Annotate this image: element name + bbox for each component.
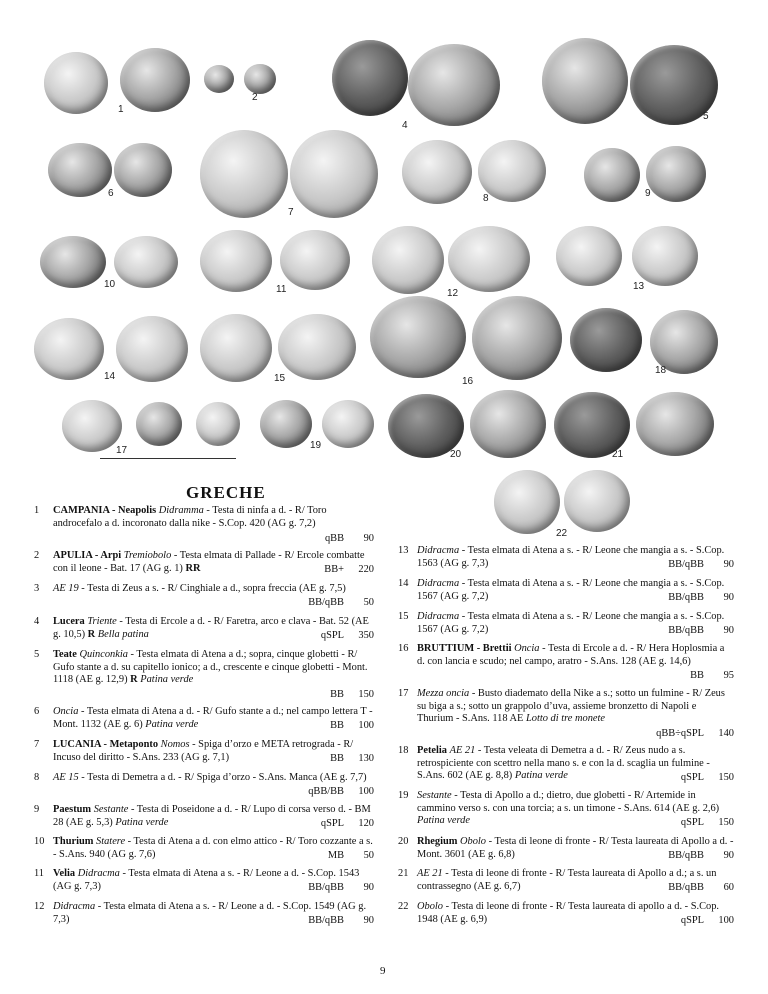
- lot-number: 21: [398, 868, 409, 879]
- lot-grade-price: [308, 786, 374, 799]
- lot-entry: [34, 804, 374, 830]
- lot-description: LUCANIA - Metaponto Nomos - Spiga d’orzo e META retrograda - R/ Incuso del diritto - S.Ans. 233 (AG g. 7,1): [53, 739, 354, 763]
- lot-grade: BB: [330, 753, 344, 764]
- lot-price: 100: [358, 720, 374, 731]
- lot-number: 4: [34, 616, 40, 627]
- lot-grade: qBB: [324, 533, 344, 544]
- lot-grade: qBB÷qSPL: [656, 728, 704, 739]
- coin-label: 6: [108, 188, 114, 199]
- lot-grade-price: [656, 728, 734, 741]
- coin-label: 17: [116, 445, 128, 456]
- coin-17-item-b: [136, 402, 182, 446]
- lot-entry: [34, 836, 374, 862]
- lot-grade-price: [308, 915, 374, 928]
- lot-number: 6: [34, 706, 40, 717]
- coin-label: 21: [612, 449, 624, 460]
- lot-description: Didracma - Testa elmata di Atena a s. - R/ Leone a d. - S.Cop. 1549 (AG g. 7,3): [53, 901, 367, 925]
- lot-number: 15: [398, 611, 409, 622]
- lot-grade-price: [681, 817, 734, 830]
- lot-entry: [398, 790, 734, 830]
- lot-price: 90: [723, 559, 734, 570]
- coin-17-item-a: [62, 400, 122, 452]
- lot-number: 7: [34, 739, 40, 750]
- lot-description: Paestum Sestante - Testa di Poseidone a d. - R/ Lupo di corsa verso d. - BM 28 (AE g. 5,3) Patina verde: [53, 804, 371, 828]
- coin-17-item-c: [196, 402, 240, 446]
- lot-description: Velia Didracma - Testa elmata di Atena a s. - R/ Leone a d. - S.Cop. 1543 (AG g. 7,3): [53, 868, 360, 892]
- coin-22-obverse: [494, 470, 560, 534]
- lot-price: 90: [723, 592, 734, 603]
- coin-label: 18: [655, 365, 667, 376]
- coin-13-obverse: [556, 226, 622, 286]
- lot-description: CAMPANIA - Neapolis Didramma - Testa di ninfa a d. - R/ Toro androcefalo a d. incoronato dalla nike - S.Cop. 420 (AG g. 7,2): [53, 505, 327, 529]
- coin-6-obverse: [48, 143, 112, 197]
- lot-grade-price: [668, 882, 734, 895]
- lot-entry: [398, 578, 734, 604]
- coin-11-reverse: [280, 230, 350, 290]
- lot-grade: BB/qBB: [668, 559, 704, 570]
- lot-description: APULIA - Arpi Tremiobolo - Testa elmata di Pallade - R/ Ercole combatte con il leone - Bat. 17 (AG g. 1) RR: [53, 550, 365, 574]
- lot-entry: [398, 836, 734, 862]
- lot-grade: BB: [690, 670, 704, 681]
- lot-grade: qSPL: [680, 817, 704, 828]
- lot-description: Sestante - Testa di Apollo a d.; dietro, due globetti - R/ Artemide in cammino verso s. con una torcia; a s. un timone - S.Ans. 614 (AE g. 2,6) Patina verde: [417, 790, 720, 827]
- lot-price: 100: [358, 786, 374, 797]
- lot-grade-price: [330, 753, 374, 766]
- coin-15-reverse: [278, 314, 356, 380]
- lot-price: 60: [723, 882, 734, 893]
- lot-grade-price: [308, 882, 374, 895]
- coin-7-reverse: [290, 130, 378, 218]
- lot-entry: [34, 739, 374, 765]
- coin-1-obverse: [44, 52, 108, 114]
- coin-11-obverse: [200, 230, 272, 292]
- lot-grade: qSPL: [680, 915, 704, 926]
- coin-5-obverse: [542, 38, 628, 124]
- lot-grade-price: [308, 597, 374, 610]
- lot-number: 1: [34, 505, 40, 516]
- lot-17-underline: [100, 458, 236, 459]
- lot-number: 12: [34, 901, 45, 912]
- lot-grade: BB/qBB: [668, 625, 704, 636]
- lot-description: Didracma - Testa elmata di Atena a s. - R/ Leone che mangia a s. - S.Cop. 1567 (AG g. 7,2): [417, 611, 725, 635]
- lot-grade: qSPL: [320, 818, 344, 829]
- lot-description: Didracma - Testa elmata di Atena a s. - R/ Leone che mangia a s. - S.Cop. 1563 (AG g. 7,3): [417, 545, 725, 569]
- lot-entry: [34, 868, 374, 894]
- lot-grade: BB/qBB: [668, 592, 704, 603]
- lot-number: 8: [34, 772, 40, 783]
- lot-entry: [34, 583, 374, 609]
- lot-description: AE 15 - Testa di Demetra a d. - R/ Spiga d’orzo - S.Ans. Manca (AE g. 7,7): [53, 772, 367, 783]
- lot-price: 150: [718, 772, 734, 783]
- lot-grade-price: [681, 915, 734, 928]
- lot-number: 13: [398, 545, 409, 556]
- coin-7-obverse: [200, 130, 288, 218]
- lot-grade-price: [668, 625, 734, 638]
- coin-14-obverse: [34, 318, 104, 380]
- lot-grade-price: [330, 720, 374, 733]
- lot-entry: [34, 616, 374, 642]
- lot-grade-price: [328, 850, 374, 863]
- lot-price: 90: [363, 882, 374, 893]
- lot-grade: qSPL: [320, 630, 344, 641]
- lot-grade-price: [321, 818, 374, 831]
- lot-entry: [34, 550, 374, 576]
- lot-entry: [398, 901, 734, 927]
- lot-description: Thurium Statere - Testa di Atena a d. con elmo attico - R/ Toro cozzante a s. - S.Ans. 940 (AG g. 7,6): [53, 836, 373, 860]
- coin-18-obverse: [570, 308, 642, 372]
- coin-14-reverse: [116, 316, 188, 382]
- lot-price: 220: [358, 564, 374, 575]
- lot-grade-price: [690, 670, 734, 683]
- coin-label: 14: [104, 371, 116, 382]
- coin-label: 2: [252, 92, 258, 103]
- coin-label: 16: [462, 376, 474, 387]
- coin-label: 15: [274, 373, 286, 384]
- coin-8-obverse: [402, 140, 472, 204]
- lot-grade-price: [325, 533, 374, 546]
- coin-label: 19: [310, 440, 322, 451]
- coin-13-reverse: [632, 226, 698, 286]
- coin-2-obverse: [204, 65, 234, 93]
- coin-10-obverse: [40, 236, 106, 288]
- lot-entry: [34, 649, 374, 701]
- lot-price: 150: [718, 817, 734, 828]
- coin-6-reverse: [114, 143, 172, 197]
- coin-label: 8: [483, 193, 489, 204]
- coin-4-obverse: [332, 40, 408, 116]
- coin-19-obverse: [260, 400, 312, 448]
- lot-number: 10: [34, 836, 45, 847]
- lot-grade: BB/qBB: [668, 850, 704, 861]
- coin-label: 7: [288, 207, 294, 218]
- coin-20-reverse: [470, 390, 546, 458]
- lot-number: 17: [398, 688, 409, 699]
- coin-label: 4: [402, 120, 408, 131]
- coin-label: 22: [556, 528, 568, 539]
- lot-price: 50: [363, 597, 374, 608]
- lot-grade: MB: [327, 850, 344, 861]
- lot-number: 3: [34, 583, 40, 594]
- lot-price: 95: [723, 670, 734, 681]
- lot-price: 90: [723, 850, 734, 861]
- coin-label: 20: [450, 449, 462, 460]
- lot-grade-price: [668, 850, 734, 863]
- coin-label: 1: [118, 104, 124, 115]
- coin-10-reverse: [114, 236, 178, 288]
- page-number: 9: [380, 965, 386, 977]
- lot-grade: BB: [330, 689, 344, 700]
- lot-price: 100: [718, 915, 734, 926]
- lot-entry: [398, 745, 734, 785]
- lot-entry: [34, 901, 374, 927]
- lot-number: 19: [398, 790, 409, 801]
- lot-price: 140: [718, 728, 734, 739]
- coin-9-reverse: [646, 146, 706, 202]
- lot-grade: BB/qBB: [308, 597, 344, 608]
- coin-9-obverse: [584, 148, 640, 202]
- section-title: GRECHE: [186, 483, 266, 502]
- coin-15-obverse: [200, 314, 272, 382]
- coin-label: 5: [703, 111, 709, 122]
- lot-price: 90: [363, 533, 374, 544]
- lot-price: 120: [358, 818, 374, 829]
- lot-grade-price: [321, 630, 374, 643]
- coin-12-reverse: [448, 226, 530, 292]
- coin-4-reverse: [408, 44, 500, 126]
- lot-grade-price: [668, 592, 734, 605]
- lot-description: Mezza oncia - Busto diademato della Nike a s.; sotto un fulmine - R/ Zeus su biga a s.; sotto un grappolo d’uva, assieme bronzetto di Napoli e Thurium - S.Ans. 118 AE Lotto di tre monete: [417, 688, 725, 725]
- lot-description: BRUTTIUM - Brettii Oncia - Testa di Ercole a d. - R/ Hera Hoplosmia a d. con lancia e scudo; nel campo, aratro - S.Ans. 128 (AE g. 14,6): [417, 643, 725, 667]
- lot-number: 2: [34, 550, 40, 561]
- lot-grade: BB/qBB: [668, 882, 704, 893]
- coin-label: 10: [104, 279, 116, 290]
- lot-description: Teate Quinconkia - Testa elmata di Atena a d.; sopra, cinque globetti - R/ Gufo stante a d. su capitello ionico; a d., crescente e cinque globetti - Mont. 1118 (AE g. 12,9) R Patina verde: [53, 649, 368, 686]
- lot-grade: qBB/BB: [308, 786, 344, 797]
- coin-21-reverse: [636, 392, 714, 456]
- lot-description: Obolo - Testa di leone di fronte - R/ Testa laureata di apollo a d. - S.Cop. 1948 (AE g. 6,9): [417, 901, 720, 925]
- lot-entry: [398, 545, 734, 571]
- lot-grade-price: [330, 689, 374, 702]
- lot-entry: [34, 706, 374, 732]
- lot-entry: [398, 643, 734, 683]
- lot-number: 18: [398, 745, 409, 756]
- lot-grade-price: [324, 564, 374, 577]
- lot-number: 14: [398, 578, 409, 589]
- lot-price: 90: [363, 915, 374, 926]
- lot-number: 5: [34, 649, 40, 660]
- lot-grade-price: [668, 559, 734, 572]
- lot-grade-price: [681, 772, 734, 785]
- lot-price: 90: [723, 625, 734, 636]
- lot-number: 22: [398, 901, 409, 912]
- coin-12-obverse: [372, 226, 444, 294]
- coin-16-obverse: [370, 296, 466, 378]
- lot-description: Petelia AE 21 - Testa veleata di Demetra a d. - R/ Zeus nudo a s. retrospiciente con scettro nella mano s. e con la d. scaglia un fulmine - S.Ans. 602 (AE g. 8,8) Patina verde: [417, 745, 710, 782]
- coin-22-reverse: [564, 470, 630, 532]
- lot-grade: BB+: [324, 564, 344, 575]
- lot-description: AE 21 - Testa di leone di fronte - R/ Testa laureata di Apollo a d.; a s. un contrassegno (AE g. 6,7): [417, 868, 717, 892]
- lot-entry: [398, 611, 734, 637]
- lot-grade: BB: [330, 720, 344, 731]
- lot-price: 350: [358, 630, 374, 641]
- lot-entry: [398, 688, 734, 740]
- coin-1-reverse: [120, 48, 190, 112]
- lot-description: AE 19 - Testa di Zeus a s. - R/ Cinghiale a d., sopra freccia (AE g. 7,5): [53, 583, 346, 594]
- lot-grade: BB/qBB: [308, 882, 344, 893]
- coin-19-reverse: [322, 400, 374, 448]
- lot-number: 16: [398, 643, 409, 654]
- lot-entry: [34, 505, 374, 545]
- lot-description: Oncia - Testa elmata di Atena a d. - R/ Gufo stante a d.; nel campo lettera T - Mont. 1132 (AE g. 6) Patina verde: [53, 706, 373, 730]
- lot-price: 50: [363, 850, 374, 861]
- lot-grade: BB/qBB: [308, 915, 344, 926]
- coin-2-reverse: [244, 64, 276, 94]
- lot-entry: [34, 772, 374, 798]
- coin-label: 11: [276, 284, 287, 295]
- coin-label: 9: [645, 188, 651, 199]
- coin-label: 13: [633, 281, 645, 292]
- lot-number: 9: [34, 804, 40, 815]
- coin-16-reverse: [472, 296, 562, 380]
- lot-description: Rhegium Obolo - Testa di leone di fronte - R/ Testa laureata di Apollo a d. - Mont. 3601 (AE g. 6,8): [417, 836, 734, 860]
- lot-entry: [398, 868, 734, 894]
- lot-description: Lucera Triente - Testa di Ercole a d. - R/ Faretra, arco e clava - Bat. 52 (AE g. 10,5) R Bella patina: [53, 616, 369, 640]
- lot-number: 20: [398, 836, 409, 847]
- coin-label: 12: [447, 288, 459, 299]
- lot-price: 130: [358, 753, 374, 764]
- lot-description: Didracma - Testa elmata di Atena a s. - R/ Leone che mangia a s. - S.Cop. 1567 (AG g. 7,2): [417, 578, 725, 602]
- lot-grade: qSPL: [680, 772, 704, 783]
- lot-number: 11: [34, 868, 45, 879]
- lot-price: 150: [358, 689, 374, 700]
